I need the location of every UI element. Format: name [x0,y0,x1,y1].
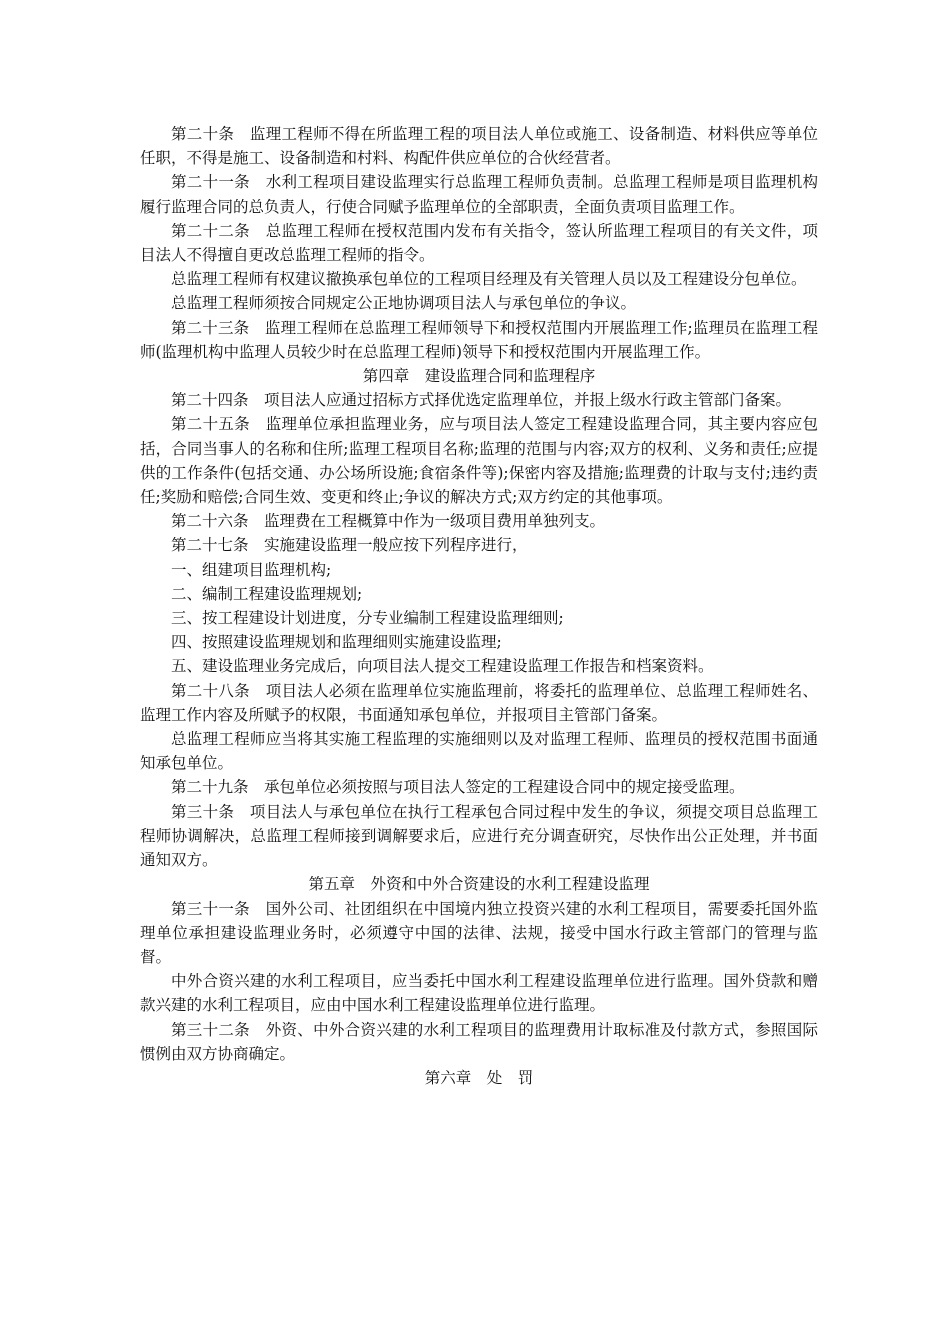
article-22-paragraph-2: 总监理工程师有权建议撤换承包单位的工程项目经理及有关管理人员以及工程建设分包单位。 [171,270,807,289]
article-29: 第二十九条 承包单位必须按照与项目法人签定的工程建设合同中的规定接受监理。 [171,778,745,797]
article-25: 第二十五条 监理单位承担监理业务，应与项目法人签定工程建设监理合同，其主要内容应包括，合同当事人的名称和住所;监理工程项目名称;监理的范围与内容;双方的权利、义务和责任;应提供的工作条件(包括交通、办公场所设施;食宿条件等);保密内容及措施;监理费的计取与支付;违约责任;奖励和赔偿;合同生效、变更和终止;争议的解决方式;双方约定的其他事项。 [140,415,818,507]
article-31-paragraph-2: 中外合资兴建的水利工程项目，应当委托中国水利工程建设监理单位进行监理。国外贷款和赠款兴建的水利工程项目，应由中国水利工程建设监理单位进行监理。 [140,972,818,1015]
article-20: 第二十条 监理工程师不得在所监理工程的项目法人单位或施工、设备制造、材料供应等单位任职，不得是施工、设备制造和村料、构配件供应单位的合伙经营者。 [140,125,818,168]
procedure-item-1: 一、组建项目监理机构; [171,560,332,579]
chapter-6-heading: 第六章 处 罚 [424,1068,534,1087]
procedure-item-2: 二、编制工程建设监理规划; [171,584,363,603]
article-24: 第二十四条 项目法人应通过招标方式择优选定监理单位，并报上级水行政主管部门备案。 [171,391,792,410]
article-26: 第二十六条 监理费在工程概算中作为一级项目费用单独列支。 [171,512,606,531]
article-28: 第二十八条 项目法人必须在监理单位实施监理前，将委托的监理单位、总监理工程师姓名、监理工作内容及所赋予的权限，书面通知承包单位，并报项目主管部门备案。 [140,681,818,724]
article-30: 第三十条 项目法人与承包单位在执行工程承包合同过程中发生的争议，须提交项目总监理工程师协调解决，总监理工程师接到调解要求后，应进行充分调查研究，尽快作出公正处理，并书面通知双方。 [140,802,818,870]
procedure-item-4: 四、按照建设监理规划和监理细则实施建设监理; [171,633,502,652]
chapter-5-heading: 第五章 外资和中外合资建设的水利工程建设监理 [308,875,650,894]
procedure-item-3: 三、按工程建设计划进度，分专业编制工程建设监理细则; [171,609,564,628]
article-32: 第三十二条 外资、中外合资兴建的水利工程项目的监理费用计取标准及付款方式，参照国际惯例由双方协商确定。 [140,1020,818,1063]
article-27: 第二十七条 实施建设监理一般应按下列程序进行， [171,536,528,555]
article-23: 第二十三条 监理工程师在总监理工程师领导下和授权范围内开展监理工作;监理员在监理工程师(监理机构中监理人员较少时在总监理工程师)领导下和授权范围内开展监理工作。 [140,318,818,361]
article-28-paragraph-2: 总监理工程师应当将其实施工程监理的实施细则以及对监理工程师、监理员的授权范围书面通知承包单位。 [140,730,818,773]
document-page [140,122,818,1090]
procedure-item-5: 五、建设监理业务完成后，向项目法人提交工程建设监理工作报告和档案资料。 [171,657,714,676]
article-22: 第二十二条 总监理工程师在授权范围内发布有关指令，签认所监理工程项目的有关文件，项目法人不得擅自更改总监理工程师的指令。 [140,221,818,265]
chapter-4-heading: 第四章 建设监理合同和监理程序 [362,367,596,386]
article-22-paragraph-3: 总监理工程师须按合同规定公正地协调项目法人与承包单位的争议。 [171,294,637,313]
article-21: 第二十一条 水利工程项目建设监理实行总监理工程师负责制。总监理工程师是项目监理机构履行监理合同的总负责人，行使合同赋予监理单位的全部职责，全面负责项目监理工作。 [140,173,818,216]
article-31: 第三十一条 国外公司、社团组织在中国境内独立投资兴建的水利工程项目，需要委托国外监理单位承担建设监理业务时，必须遵守中国的法律、法规，接受中国水行政主管部门的管理与监督。 [140,899,818,966]
